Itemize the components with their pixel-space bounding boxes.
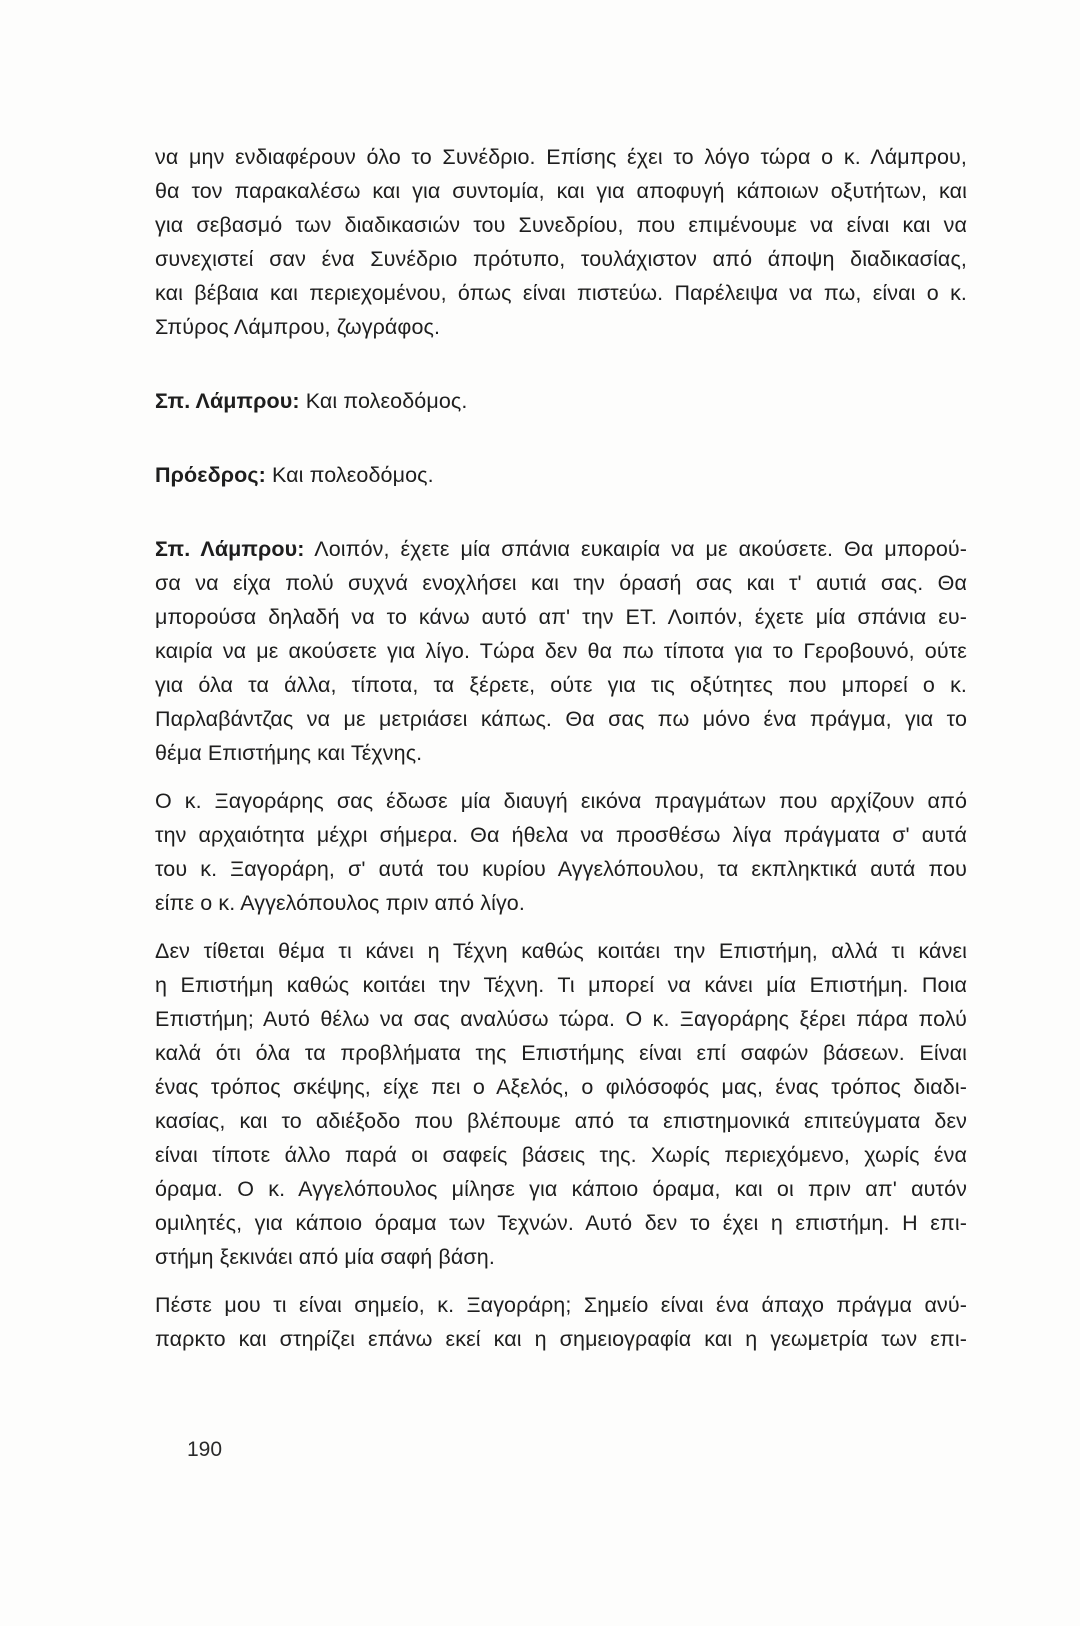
paragraph-chair-reply (155, 458, 967, 492)
spacer (155, 492, 967, 532)
text-line: Πέστε μου τι είναι σημείο, κ. Ξαγοράρη; Σημείο είναι ένα άπαχο πράγμα ανύ- (155, 1293, 967, 1317)
spacer (155, 418, 967, 458)
speaker-name: Πρόεδρος: (155, 463, 266, 487)
text-line: την αρχαιότητα μέχρι σήμερα. Θα ήθελα να προσθέσω λίγα πράγματα σ' αυτά (155, 823, 967, 847)
text-line: συνεχιστεί σαν ένα Συνέδριο πρότυπο, τουλάχιστον από άποψη διαδικασίας, (155, 247, 967, 271)
text-line: για σεβασμό των διαδικασιών του Συνεδρίου, που επιμένουμε να είναι και να (155, 213, 967, 237)
text-line: Δεν τίθεται θέμα τι κάνει η Τέχνη καθώς κοιτάει την Επιστήμη, αλλά τι κάνει (155, 939, 967, 963)
text-line: για όλα τα άλλα, τίποτα, τα ξέρετε, ούτε για τις οξύτητες που μπορεί ο κ. (155, 673, 967, 697)
text-line: και βέβαια και περιεχομένου, όπως είναι πιστεύω. Παρέλειψα να πω, είναι ο κ. (155, 281, 967, 305)
paragraph-lamprou-speech (155, 532, 967, 770)
text-line: η Επιστήμη καθώς κοιτάει την Τέχνη. Τι μπορεί να κάνει μία Επιστήμη. Ποια (155, 973, 967, 997)
speech-text: Και πολεοδόμος. (299, 389, 468, 413)
spacer (155, 770, 967, 784)
text-line: μπορούσα δηλαδή να το κάνω αυτό απ' την ΕΤ. Λοιπόν, έχετε μία σπάνια ευ- (155, 605, 967, 629)
text-line: να μην ενδιαφέρουν όλο το Συνέδριο. Επίσης έχει το λόγο τώρα ο κ. Λάμπρου, (155, 145, 967, 169)
text-line: ένας τρόπος σκέψης, είχε πει ο Αξελός, ο φιλόσοφός μας, ένας τρόπος διαδι- (155, 1075, 967, 1099)
paragraph-chair-intro (155, 140, 967, 344)
text-line: κασίας, και το αδιέξοδο που βλέπουμε από τα επιστημονικά επιτεύγματα δεν (155, 1109, 967, 1133)
text-line: ομιλητές, για κάποιο όραμα των Τεχνών. Αυτό δεν το έχει η επιστήμη. Η επι- (155, 1211, 967, 1235)
paragraph-science-art (155, 934, 967, 1274)
text-line: στήμη ξεκινάει από μία σαφή βάση. (155, 1245, 495, 1269)
speaker-name: Σπ. Λάμπρου: (155, 537, 305, 561)
text-line: θέμα Επιστήμης και Τέχνης. (155, 741, 423, 765)
spacer (155, 344, 967, 384)
text-line: Επιστήμη; Αυτό θέλω να σας αναλύσω τώρα. Ο κ. Ξαγοράρης ξέρει πάρα πολύ (155, 1007, 967, 1031)
text-line: θα τον παρακαλέσω και για συντομία, και για αποφυγή κάποιων οξυτήτων, και (155, 179, 967, 203)
document-page (155, 140, 967, 1356)
page-number: 190 (187, 1438, 223, 1461)
paragraph-point (155, 1288, 967, 1356)
text-line: είναι τίποτε άλλο παρά οι σαφείς βάσεις της. Χωρίς περιεχόμενο, χωρίς ένα (155, 1143, 967, 1167)
text-line: Παρλαβάντζας να με μετριάσει κάπως. Θα σας πω μόνο ένα πράγμα, για το (155, 707, 967, 731)
text-line: όραμα. Ο κ. Αγγελόπουλος μίλησε για κάποιο όραμα, και οι πριν απ' αυτόν (155, 1177, 967, 1201)
speech-text: Λοιπόν, έχετε μία σπάνια ευκαιρία να με ακούσετε. Θα μπορού- (304, 537, 967, 561)
text-line: του κ. Ξαγοράρη, σ' αυτά του κυρίου Αγγελόπουλου, τα εκπληκτικά αυτά που (155, 857, 967, 881)
text-line (155, 458, 967, 492)
text-line: καλά ότι όλα τα προβλήματα της Επιστήμης είναι επί σαφών βάσεων. Είναι (155, 1041, 967, 1065)
text-line: Σπύρος Λάμπρου, ζωγράφος. (155, 315, 441, 339)
spacer (155, 920, 967, 934)
text-line (155, 532, 967, 566)
text-line: είπε ο κ. Αγγελόπουλος πριν από λίγο. (155, 891, 525, 915)
speaker-name: Σπ. Λάμπρου: (155, 389, 300, 413)
spacer (155, 1274, 967, 1288)
paragraph-lamprou-reply (155, 384, 967, 418)
text-line: παρκτο και στηρίζει επάνω εκεί και η σημειογραφία και η γεωμετρία των επι- (155, 1327, 967, 1351)
paragraph-xagorarhs (155, 784, 967, 920)
text-line: καιρία να με ακούσετε για λίγο. Τώρα δεν θα πω τίποτα για το Γεροβουνό, ούτε (155, 639, 967, 663)
speech-text: Και πολεοδόμος. (265, 463, 434, 487)
text-line: Ο κ. Ξαγοράρης σας έδωσε μία διαυγή εικόνα πραγμάτων που αρχίζουν από (155, 789, 967, 813)
text-line (155, 384, 967, 418)
text-line: σα να είχα πολύ συχνά ενοχλήσει και την όρασή σας και τ' αυτιά σας. Θα (155, 571, 967, 595)
